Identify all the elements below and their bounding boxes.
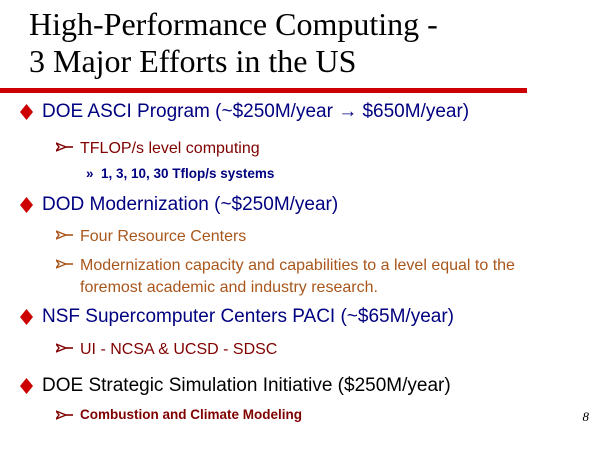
sub-bullet-text: Modernization capacity and capabilities to a level equal to the foremost academic and industry research. [80, 257, 515, 296]
bullet-text: DOD Modernization (~$250M/year) [42, 194, 339, 215]
sub-sub-bullet-item [86, 165, 274, 182]
bullet-text: NSF Supercomputer Centers PACI (~$65M/year) [42, 306, 454, 327]
slide-title-line2: 3 Major Efforts in the US [29, 43, 357, 79]
sub-bullet-item [56, 226, 246, 248]
arrow-bullet-icon [56, 406, 80, 420]
sub-bullet-item [56, 138, 260, 160]
diamond-bullet-icon [20, 101, 42, 120]
sub-bullet-text: UI - NCSA & UCSD - SDSC [80, 341, 278, 358]
sub-bullet-text: Four Resource Centers [80, 228, 247, 245]
sub-bullet-item [56, 339, 277, 361]
bullet-item [20, 306, 454, 328]
arrow-bullet-icon [56, 138, 80, 152]
arrow-bullet-icon [56, 339, 80, 353]
page-number: 8 [582, 409, 589, 424]
diamond-bullet-icon [20, 375, 42, 394]
sub-bullet-text: Combustion and Climate Modeling [80, 407, 302, 422]
sub-sub-bullet-text: 1, 3, 10, 30 Tflop/s systems [101, 166, 275, 181]
bullet-item [20, 375, 451, 397]
arrow-bullet-icon [56, 226, 80, 240]
sub-bullet-item [56, 255, 572, 299]
title-underline-rule [0, 88, 527, 93]
slide-title-line1: High-Performance Computing - [29, 6, 438, 42]
diamond-bullet-icon [20, 306, 42, 325]
arrow-bullet-icon [56, 255, 80, 269]
sub-bullet-text: TFLOP/s level computing [80, 140, 260, 157]
diamond-bullet-icon [20, 194, 42, 213]
bullet-text: DOE Strategic Simulation Initiative ($250M/year) [42, 375, 451, 396]
chevron-bullet: » [86, 166, 94, 181]
sub-bullet-item [56, 406, 302, 423]
bullet-item [20, 101, 469, 123]
bullet-item [20, 194, 338, 216]
bullet-text: DOE ASCI Program (~$250M/year → $650M/year) [42, 101, 470, 122]
slide-title [29, 6, 438, 80]
